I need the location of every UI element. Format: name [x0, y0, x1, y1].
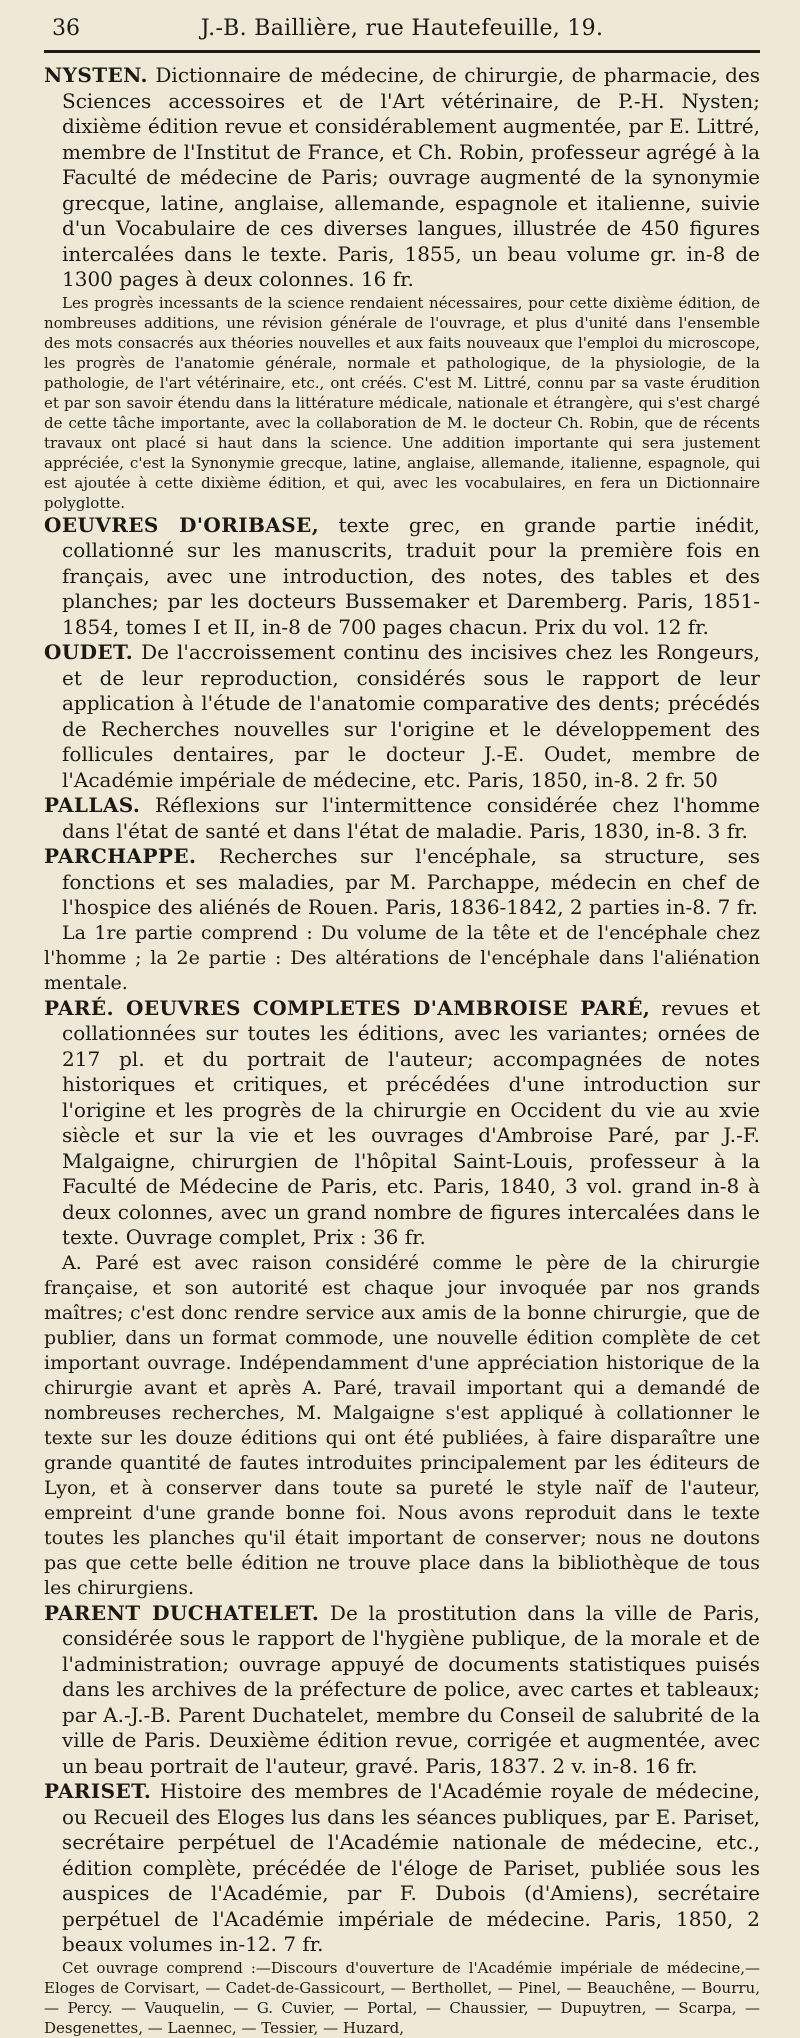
note-pare: A. Paré est avec raison considéré comme le père de la chirurgie française, et son autorité est chaque jour invoquée par nos grands maîtres; c'est donc rendre service aux amis de la bonne chirurgie, que de publier, dans un format commode, une nouvelle édition complète de cet important ouvrage. Indépendamment d'une appréciation historique de la chirurgie avant et après A. Paré, travail important qui a demandé de nombreuses recherches, M. Malgaigne s'est appliqué à collationner le texte sur les douze éditions qui ont été publiées, à faire disparaître une grande quantité de fautes introduites principalement par les éditeurs de Lyon, et à conserver dans toute sa pureté le style naïf de l'auteur, empreint d'une grande bonne foi. Nous avons reproduit dans le texte toutes les planches qu'il était important de conserver; nous ne doutons pas que cette belle édition ne trouve place dans la bibliothèque de tous les chirurgiens. — [44, 1251, 760, 1599]
entry-head: OEUVRES D'ORIBASE, — [44, 512, 320, 537]
running-head: J.-B. Baillière, rue Hautefeuille, 19. — [200, 16, 604, 41]
note-pariset: Cet ouvrage comprend :—Discours d'ouverture de l'Académie impériale de médecine,—Eloges de Corvisart, — Cadet-de-Gassicourt, — Berthollet, — Pinel, — Beauchêne, — Bourru, — Percy. — Vauquelin, — G. Cuvier, — Portal, — Chaussier, — Dupuytren, — Scarpa, — Desgenettes, — Laennec, — Tessier, — Huzard, — [44, 1958, 760, 2037]
entry-body: Dictionnaire de médecine, de chirurgie, de pharmacie, des Sciences accessoires et de l'Art vétérinaire, de P.-H. Nysten; dixième édition revue et considérablement augmentée, par E. Littré, membre de l'Institut de France, et Ch. Robin, professeur agrégé à la Faculté de médecine de Paris; ouvrage augmenté de la synonymie grecque, latine, anglaise, allemande, espagnole et italienne, suivie d'un Vocabulaire de ces diverses langues, illustrée de 450 figures intercalées dans le texte. Paris, 1855, un beau volume gr. in-8 de 1300 pages à deux colonnes. 16 fr. — [62, 63, 760, 291]
entry-oudet — [44, 640, 760, 793]
entry-head: PARISET. — [44, 1779, 152, 1803]
entry-head: PALLAS. — [44, 793, 141, 817]
entry-head: PARENT DUCHATELET. — [44, 1600, 320, 1625]
entry-nysten — [44, 63, 760, 293]
entry-head: OUDET. — [44, 640, 134, 664]
entry-pallas — [44, 793, 760, 844]
entry-head: PARÉ. OEUVRES COMPLETES D'AMBROISE PARÉ, — [44, 995, 651, 1020]
entry-body: Réflexions sur l'intermittence considérée chez l'homme dans l'état de santé et dans l'état de maladie. Paris, 1830, in-8. 3 fr. — [62, 793, 760, 843]
entry-pariset — [44, 1779, 760, 1958]
page-number: 36 — [52, 16, 80, 41]
entry-body: Histoire des membres de l'Académie royale de médecine, ou Recueil des Eloges lus dans les séances publiques, par E. Pariset, secrétaire perpétuel de l'Académie nationale de médecine, etc., édition complète, précédée de l'éloge de Pariset, publiée sous les auspices de l'Académie, par F. Dubois (d'Amiens), secrétaire perpétuel de l'Académie impériale de médecine. Paris, 1850, 2 beaux volumes in-12. 7 fr. — [62, 1779, 760, 1956]
note-parchappe: La 1re partie comprend : Du volume de la tête et de l'encéphale chez l'homme ; la 2e partie : Des altérations de l'encéphale dans l'aliénation mentale. — [44, 921, 760, 994]
entry-parchappe — [44, 844, 760, 921]
header-rule — [44, 50, 760, 53]
note-nysten: Les progrès incessants de la science rendaient nécessaires, pour cette dixième édition, de nombreuses additions, une révision générale de l'ouvrage, et plus d'unité dans l'ensemble des mots consacrés aux théories nouvelles et aux faits nouveaux que l'emploi du microscope, les progrès de l'anatomie générale, normale et pathologique, de la physiologie, de la pathologie, de l'art vétérinaire, etc., ont créés. C'est M. Littré, connu par sa vaste érudition et par son savoir étendu dans la littérature médicale, nationale et étrangère, qui s'est chargé de cette tâche importante, avec la collaboration de M. le docteur Ch. Robin, que de récents travaux ont placé si haut dans la science. Une addition importante qui sera justement appréciée, c'est la Synonymie grecque, latine, anglaise, allemande, italienne, espagnole, qui est ajoutée à cette dixième édition, et qui, avec les vocabulaires, en fera un Dictionnaire polyglotte. — [44, 293, 760, 512]
entry-parent-duchatelet — [44, 1601, 760, 1780]
entry-oribase — [44, 513, 760, 641]
entry-body: revues et collationnées sur toutes les éditions, avec les variantes; ornées de 217 pl. et du portrait de l'auteur; accompagnées de notes historiques et critiques, et précédées d'une introduction sur l'origine et les progrès de la chirurgie en Occident du vie au xvie siècle et sur la vie et les ouvrages d'Ambroise Paré, par J.-F. Malgaigne, chirurgien de l'hôpital Saint-Louis, professeur à la Faculté de Médecine de Paris, etc. Paris, 1840, 3 vol. grand in-8 à deux colonnes, avec un grand nombre de figures intercalées dans le texte. Ouvrage complet, Prix : 36 fr. — [62, 995, 761, 1249]
entry-body: De l'accroissement continu des incisives chez les Rongeurs, et de leur reproduction, considérés sous le rapport de leur application à l'étude de l'anatomie comparative des dents; précédés de Recherches nouvelles sur l'origine et le développement des follicules dentaires, par le docteur J.-E. Oudet, membre de l'Académie impériale de médecine, etc. Paris, 1850, in-8. 2 fr. 50 — [62, 640, 761, 792]
entry-body: Recherches sur l'encéphale, sa structure, ses fonctions et ses maladies, par M. Parchappe, médecin en chef de l'hospice des aliénés de Rouen. Paris, 1836-1842, 2 parties in-8. 7 fr. — [62, 844, 761, 919]
entry-body: De la prostitution dans la ville de Paris, considérée sous le rapport de l'hygiène publique, de la morale et de l'administration; ouvrage appuyé de documents statistiques puisés dans les archives de la préfecture de police, avec cartes et tableaux; par A.-J.-B. Parent Duchatelet, membre du Conseil de salubrité de la ville de Paris. Deuxième édition revue, corrigée et augmentée, avec un beau portrait de l'auteur, gravé. Paris, 1837. 2 v. in-8. 16 fr. — [62, 1600, 760, 1778]
entry-body: texte grec, en grande partie inédit, collationné sur les manuscrits, traduit pour la première fois en français, avec une introduction, des notes, des tables et des planches; par les docteurs Bussemaker et Daremberg. Paris, 1851-1854, tomes I et II, in-8 de 700 pages chacun. Prix du vol. 12 fr. — [62, 512, 761, 639]
page-header — [44, 14, 760, 44]
entry-head: PARCHAPPE. — [44, 844, 197, 868]
entry-head: NYSTEN. — [44, 63, 148, 87]
entry-pare — [44, 996, 760, 1251]
